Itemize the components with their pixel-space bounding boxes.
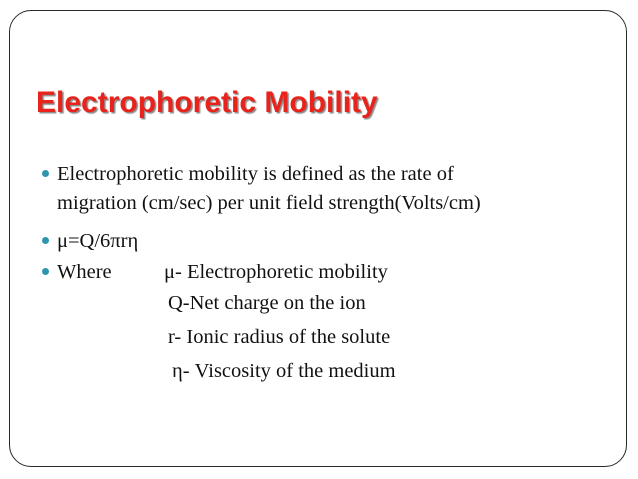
bullet-1-line-2: migration (cm/sec) per unit field strength(Volts/cm) <box>57 192 481 214</box>
bullet-dot-icon <box>42 268 49 275</box>
definition-net-charge: Q-Net charge on the ion <box>168 292 366 314</box>
definition-mobility: μ- Electrophoretic mobility <box>164 261 388 283</box>
bullet-3-term: Where <box>57 261 112 283</box>
definition-ionic-radius: r- Ionic radius of the solute <box>168 326 391 348</box>
bullet-1-line-1: Electrophoretic mobility is defined as the rate of <box>57 163 454 185</box>
slide-title: Electrophoretic Mobility <box>36 86 378 119</box>
definition-viscosity: η- Viscosity of the medium <box>172 360 396 382</box>
bullet-dot-icon <box>42 237 49 244</box>
bullet-dot-icon <box>42 170 49 177</box>
bullet-2-formula: μ=Q/6πrη <box>57 230 139 252</box>
